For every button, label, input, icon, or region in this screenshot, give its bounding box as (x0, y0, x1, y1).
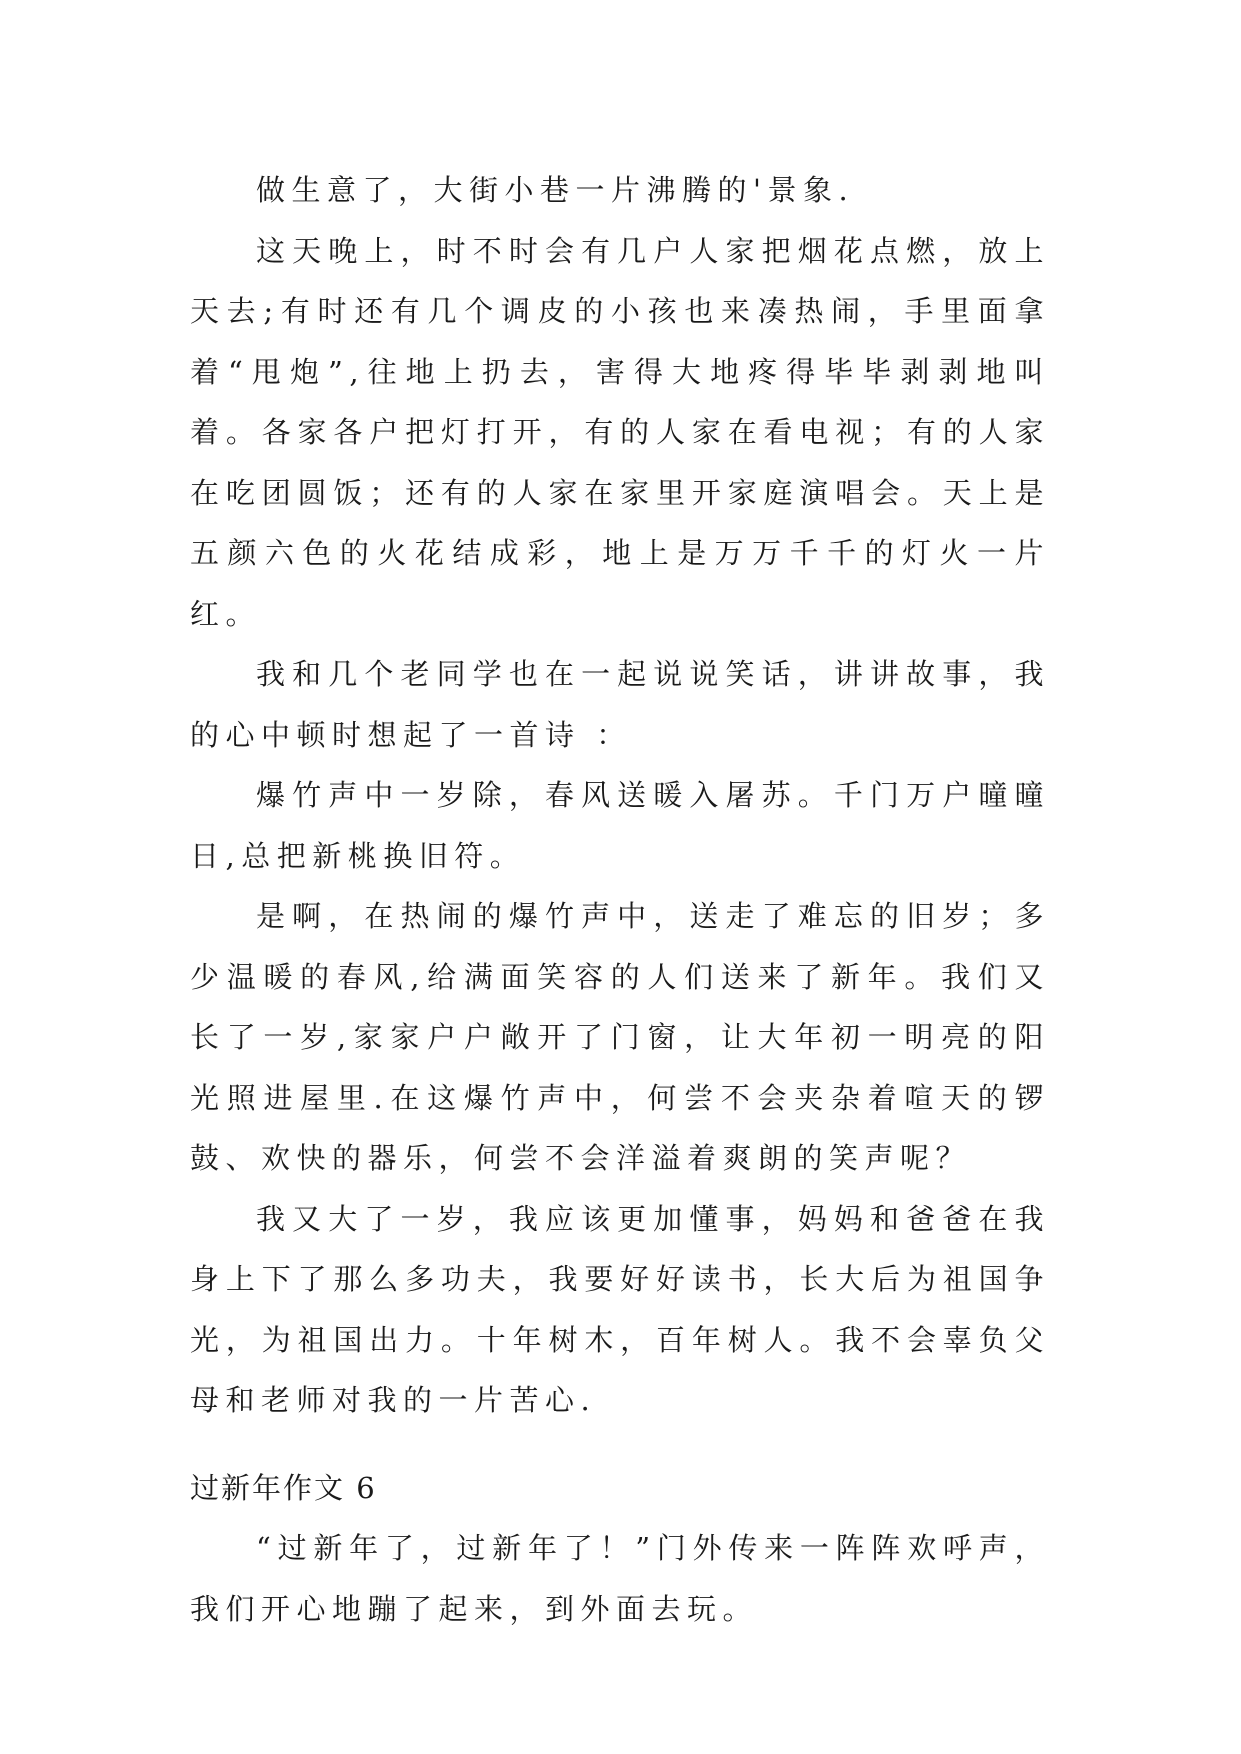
document-body (190, 160, 1050, 1639)
paragraph-6: 我又大了一岁，我应该更加懂事，妈妈和爸爸在我身上下了那么多功夫，我要好好读书，长大后为祖国争光，为祖国出力。十年树木，百年树人。我不会辜负父母和老师对我的一片苦心. (190, 1201, 1050, 1417)
section-paragraph-1: “过新年了，过新年了！”门外传来一阵阵欢呼声，我们开心地蹦了起来，到外面去玩。 (190, 1531, 1050, 1626)
paragraph-5: 是啊，在热闹的爆竹声中，送走了难忘的旧岁；多少温暖的春风,给满面笑容的人们送来了新年。我们又长了一岁,家家户户敞开了门窗，让大年初一明亮的阳光照进屋里.在这爆竹声中，何尝不会夹杂着喧天的锣鼓、欢快的器乐，何尝不会洋溢着爽朗的笑声呢？ (190, 899, 1050, 1175)
poem-paragraph: 爆竹声中一岁除，春风送暖入屠苏。千门万户曈曈日,总把新桃换旧符。 (190, 778, 1050, 873)
paragraph-3: 我和几个老同学也在一起说说笑话，讲讲故事，我的心中顿时想起了一首诗 ： (190, 657, 1050, 752)
paragraph-2: 这天晚上，时不时会有几户人家把烟花点燃，放上天去;有时还有几个调皮的小孩也来凑热闹，手里面拿着“甩炮”,往地上扔去，害得大地疼得毕毕剥剥地叫着。各家各户把灯打开，有的人家在看电视；有的人家在吃团圆饭；还有的人家在家里开家庭演唱会。天上是五颜六色的火花结成彩，地上是万万千千的灯火一片红。 (190, 233, 1050, 631)
section-heading: 过新年作文 6 (190, 1470, 377, 1505)
paragraph-1: 做生意了，大街小巷一片沸腾的'景象. (256, 173, 855, 207)
